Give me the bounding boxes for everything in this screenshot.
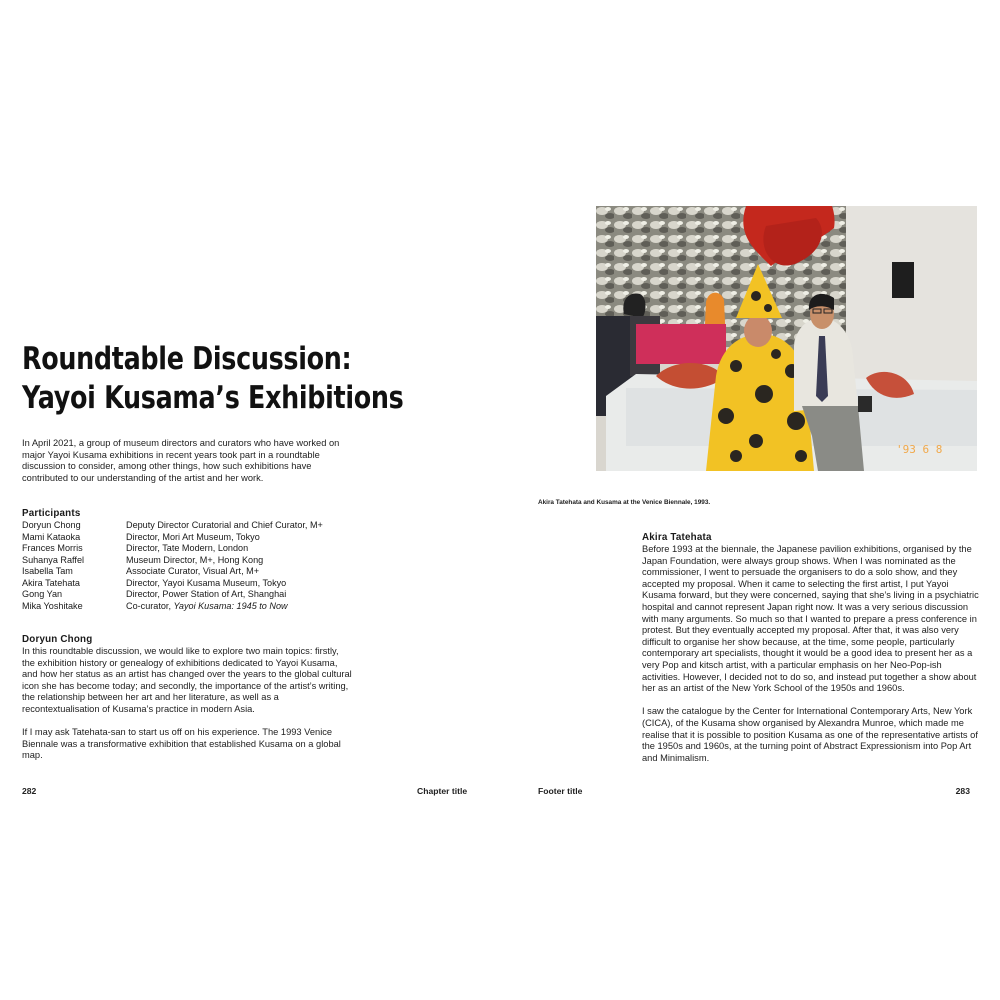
akira-tatehata-section: [642, 532, 980, 776]
participant-name: Suhanya Raffel: [22, 554, 85, 565]
participants-list: [22, 508, 352, 612]
participant-name: Frances Morris: [22, 543, 83, 553]
participant-role: Deputy Director Curatorial and Chief Curator, M+: [126, 520, 323, 530]
participant-row: [22, 601, 352, 613]
participant-row: [22, 543, 352, 555]
participant-role: [126, 601, 352, 613]
participant-role: Director, Power Station of Art, Shanghai: [126, 589, 287, 599]
photo-date-stamp: '93 6 8: [896, 443, 943, 456]
body-paragraph: If I may ask Tatehata-san to start us off on his experience. The 1993 Venice Biennale was a transformative exhibition that established Kusama on a global map.: [22, 727, 341, 761]
speaker-name: Doryun Chong: [22, 634, 93, 645]
participant-name: Mami Kataoka: [22, 531, 81, 542]
participant-role: Director, Tate Modern, London: [126, 543, 249, 553]
title-line-1: Roundtable Discussion:: [22, 341, 352, 377]
footer-title: Footer title: [538, 786, 583, 796]
participant-name: Mika Yoshitake: [22, 600, 83, 611]
page-number: 282: [22, 786, 37, 796]
photo-illustration: [596, 206, 977, 471]
right-page: [500, 0, 1000, 1000]
participant-row: [22, 589, 352, 601]
intro-paragraph: In April 2021, a group of museum directors and curators who have worked on major Yayoi Kusama exhibitions in recent years took part in a roundtable discussion to consider, among other things, how such exhibitions have contributed to our understanding of the artist and her work.: [22, 438, 340, 483]
participant-row: [22, 520, 352, 532]
body-paragraph: I saw the catalogue by the Center for International Contemporary Arts, New York (CICA), of the Kusama show organised by Alexandra Munroe, which made me realise that it is possible to position Kusama as one of the representative artists of the 1950s and 1960s, at the turning point of Abstract Expressionism into Pop Art and Minimalism.: [642, 706, 978, 763]
participant-role: Director, Yayoi Kusama Museum, Tokyo: [126, 577, 287, 588]
participant-row: [22, 555, 352, 567]
participant-row: [22, 578, 352, 590]
participants-heading: Participants: [22, 508, 81, 519]
participant-row: [22, 532, 352, 544]
exhibition-title: Yayoi Kusama: 1945 to Now: [173, 600, 288, 611]
body-paragraph: In this roundtable discussion, we would like to explore two main topics: firstly, the exhibition history or genealogy of exhibitions dedicated to Yayoi Kusama, and how her status as an artist has changed over the years to the global cultural icon she has become today; and secondly, the importance of the artist’s writing, the relationship between her art and her literature, as well as a recontextualisation of Kusama’s practice in modern Asia.: [22, 646, 352, 714]
photo-caption: Akira Tatehata and Kusama at the Venice Biennale, 1993.: [538, 499, 711, 506]
participant-row: [22, 566, 352, 578]
doryun-chong-section: [22, 634, 352, 774]
chapter-title: Chapter title: [417, 786, 468, 796]
title-line-2: Yayoi Kusama’s Exhibitions: [22, 380, 404, 416]
participant-name: Isabella Tam: [22, 566, 73, 576]
participant-name: Doryun Chong: [22, 520, 81, 530]
participant-name: Gong Yan: [22, 589, 63, 599]
body-paragraph: Before 1993 at the biennale, the Japanese pavilion exhibitions, organised by the Japan Foundation, were always group shows. When I was nominated as the commissioner, I went to persuade the organisers to do a solo show, and they accepted my proposal. When it came to selecting the first artist, I put Yayoi Kusama forward, but they were concerned, saying that she’s living in a psychiatric hospital and cannot represent Japan right now. It was a very serious discussion with many arguments. So much so that I wanted to prepare a press conference in protest. But they eventually accepted my proposal. After that, it was also very difficult to organise her show because, at the time, some people, particularly contemporary art specialists, thought it would be a good idea to present her as a very Pop and kitsch artist, with a particular emphasis on her Neo-Pop-ish activities. However, I decided not to do so, and instead put together a show about her as an artist of the New York School of the 1950s and 1960s.: [642, 544, 979, 694]
page-number: 283: [955, 786, 970, 796]
participant-role: Director, Mori Art Museum, Tokyo: [126, 531, 260, 542]
participant-role: Associate Curator, Visual Art, M+: [126, 566, 260, 576]
venice-biennale-photo: [596, 206, 977, 471]
speaker-name: Akira Tatehata: [642, 532, 712, 543]
article-title: [22, 340, 404, 418]
participant-role: Museum Director, M+, Hong Kong: [126, 554, 264, 565]
role-prefix: Co-curator,: [126, 600, 174, 611]
participant-name: Akira Tatehata: [22, 577, 80, 588]
